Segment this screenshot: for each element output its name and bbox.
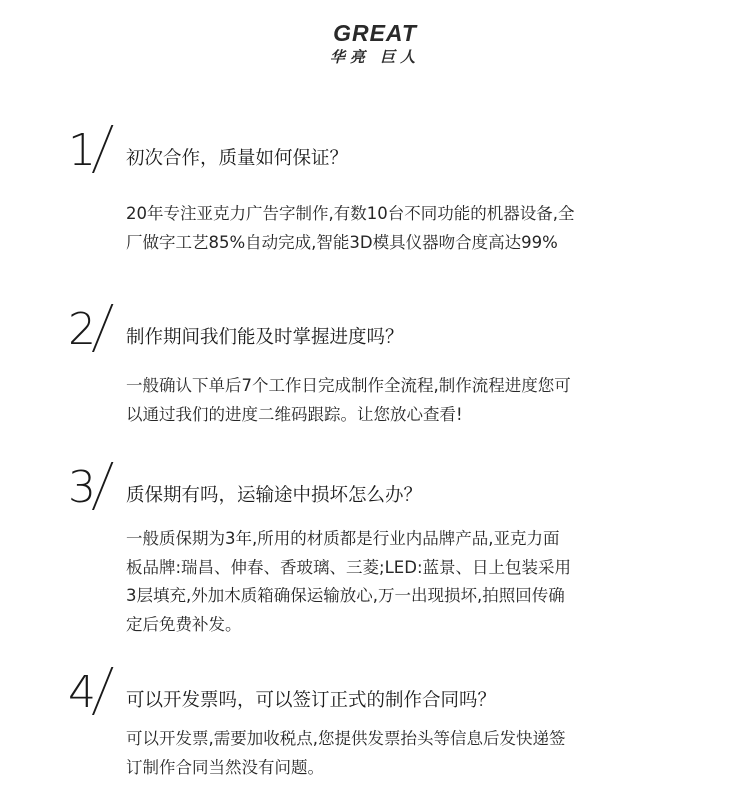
answer-line: 定后免费补发。 (126, 614, 242, 634)
faq-question-4: 可以开发票吗，可以签订正式的制作合同吗？ (126, 690, 497, 711)
answer-line: 20年专注亚克力广告字制作,有数10台不同功能的机器设备,全 (126, 204, 575, 223)
answer-line: 可以开发票,需要加收税点,您提供发票抬头等信息后发快递签 (126, 729, 566, 748)
answer-line: 以通过我们的进度二维码跟踪。让您放心查看! (126, 404, 463, 424)
faq-number-digit: 1 (68, 125, 96, 176)
faq-answer-4 (126, 725, 666, 782)
faq-number-digit: 4 (68, 667, 96, 718)
logo-wordmark: GREAT (333, 20, 417, 46)
faq-question-1: 初次合作，质量如何保证？ (126, 148, 349, 169)
answer-line: 一般质保期为3年,所用的材质都是行业内品牌产品,亚克力面 (126, 529, 560, 548)
faq-number-3 (68, 462, 128, 514)
faq-number-2 (68, 304, 128, 356)
answer-line: 一般确认下单后7个工作日完成制作全流程,制作流程进度您可 (126, 376, 571, 395)
answer-line: 订制作合同当然没有问题。 (126, 757, 324, 777)
faq-number-digit: 2 (68, 304, 96, 355)
brand-logo (0, 20, 750, 67)
logo-chinese-name: 华亮 巨人 (329, 48, 421, 66)
faq-question-3: 质保期有吗，运输途中损坏怎么办？ (126, 485, 423, 506)
faq-number-4 (68, 667, 128, 719)
faq-number-digit: 3 (68, 462, 96, 513)
faq-answer-1 (126, 200, 666, 257)
faq-number-1 (68, 125, 128, 177)
faq-question-2: 制作期间我们能及时掌握进度吗？ (126, 327, 404, 348)
faq-answer-3 (126, 525, 666, 639)
faq-answer-2 (126, 372, 666, 429)
answer-line: 板品牌:瑞昌、伸春、香玻璃、三菱;LED:蓝景、日上包装采用 (126, 557, 572, 577)
answer-line: 厂做字工艺85%自动完成,智能3D模具仪器吻合度高达99% (126, 232, 558, 252)
answer-line: 3层填充,外加木质箱确保运输放心,万一出现损坏,拍照回传确 (126, 586, 565, 605)
